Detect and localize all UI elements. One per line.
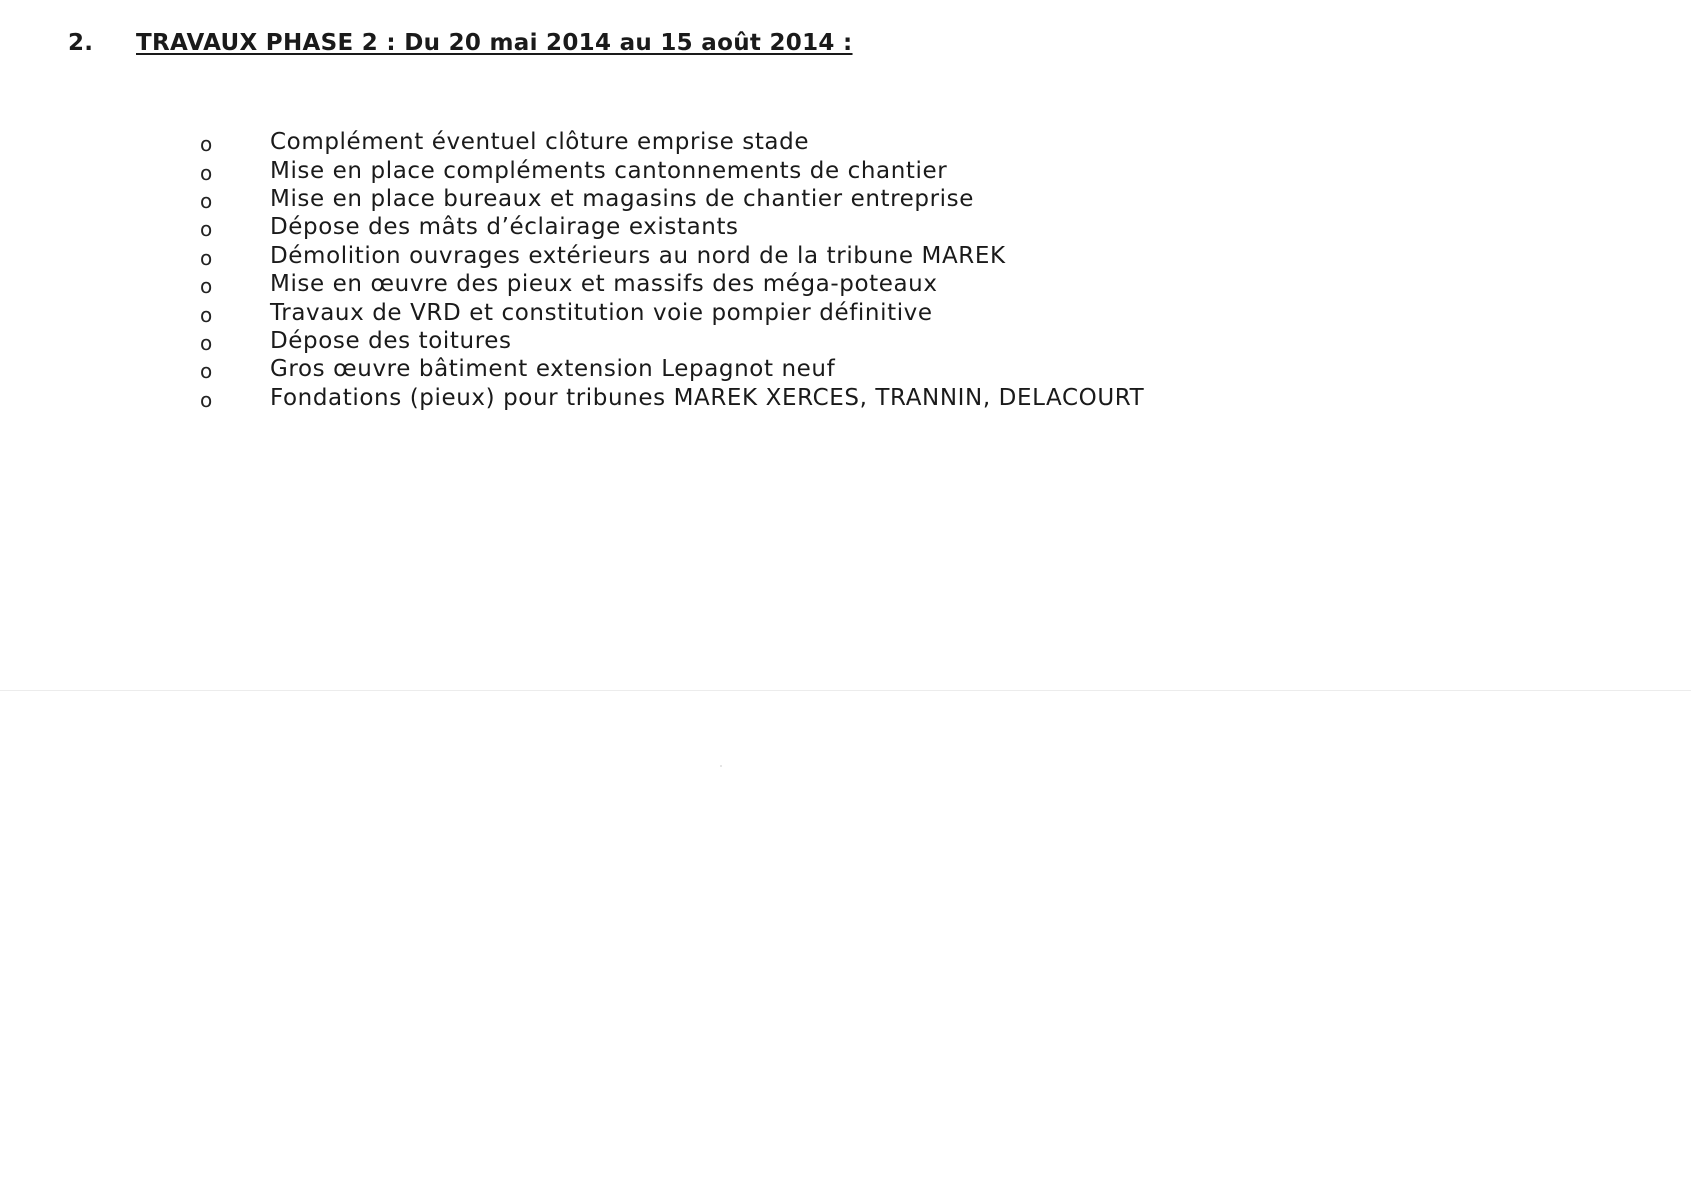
list-item-label: Démolition ouvrages extérieurs au nord de la tribune MAREK	[270, 242, 1006, 269]
circle-bullet-icon: o	[200, 387, 213, 412]
list-item-label: Complément éventuel clôture emprise stade	[270, 129, 810, 156]
list-item-label: Dépose des mâts d’éclairage existants	[270, 214, 739, 241]
list-item	[200, 185, 1144, 213]
circle-bullet-icon: o	[200, 245, 213, 270]
section-number: 2.	[68, 30, 94, 56]
list-item-label: Gros œuvre bâtiment extension Lepagnot neuf	[270, 356, 836, 383]
task-list	[200, 128, 1144, 412]
circle-bullet-icon: o	[200, 330, 213, 355]
list-item	[200, 355, 1144, 383]
circle-bullet-icon: o	[200, 274, 213, 299]
list-item-label: Mise en place bureaux et magasins de chantier entreprise	[270, 185, 975, 212]
list-item	[200, 156, 1144, 184]
circle-bullet-icon: o	[200, 217, 213, 242]
section-heading	[68, 30, 853, 56]
list-item	[200, 327, 1144, 355]
list-item	[200, 242, 1144, 270]
list-item	[200, 384, 1144, 412]
list-item-label: Mise en œuvre des pieux et massifs des méga-poteaux	[270, 271, 938, 298]
list-item	[200, 128, 1144, 156]
page-divider	[0, 690, 1691, 691]
list-item	[200, 213, 1144, 241]
circle-bullet-icon: o	[200, 302, 213, 327]
section-title: TRAVAUX PHASE 2 : Du 20 mai 2014 au 15 août 2014 :	[136, 30, 853, 56]
scan-speck	[720, 765, 722, 767]
circle-bullet-icon: o	[200, 132, 213, 157]
list-item	[200, 298, 1144, 326]
list-item-label: Mise en place compléments cantonnements de chantier	[270, 157, 948, 184]
circle-bullet-icon: o	[200, 188, 213, 213]
list-item-label: Travaux de VRD et constitution voie pompier définitive	[270, 299, 933, 326]
list-item-label: Fondations (pieux) pour tribunes MAREK XERCES, TRANNIN, DELACOURT	[270, 384, 1145, 411]
list-item	[200, 270, 1144, 298]
circle-bullet-icon: o	[200, 359, 213, 384]
circle-bullet-icon: o	[200, 160, 213, 185]
list-item-label: Dépose des toitures	[270, 327, 512, 354]
